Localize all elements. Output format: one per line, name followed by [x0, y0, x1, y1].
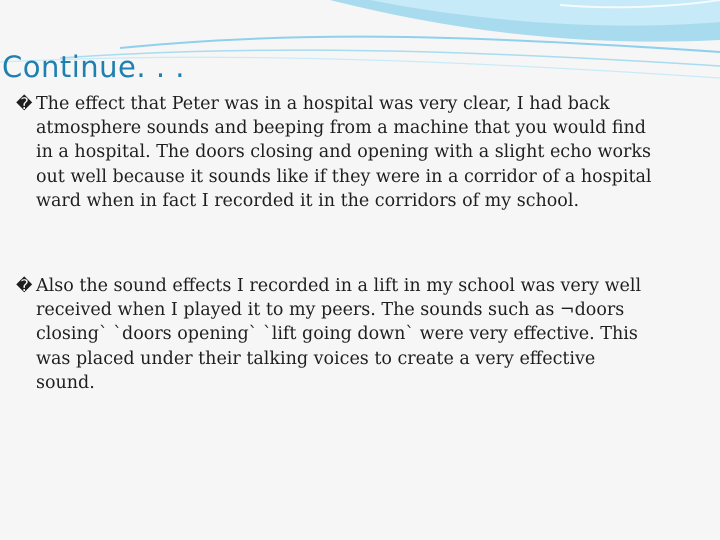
bullet-icon: � [16, 276, 33, 296]
bullet-icon: � [16, 94, 33, 113]
slide-title: Continue. . . [2, 50, 185, 84]
bullet-item [16, 274, 656, 395]
bullet-text: Also the sound effects I recorded in a lift in my school was very well received when I played it to my peers. The sounds such as ¬doors closing` `doors opening` `lift going down` were very effective. This was placed under their talking voices to create a very effective sound. [36, 276, 642, 393]
bullet-list [16, 92, 656, 395]
bullet-text: The effect that Peter was in a hospital was very clear, I had back atmosphere sounds and beeping from a machine that you would find in a hospital. The doors closing and opening with a slight echo works out well because it sounds like if they were in a corridor of a hospital ward when in fact I recorded it in the corridors of my school. [36, 94, 652, 211]
bullet-item [16, 92, 656, 213]
